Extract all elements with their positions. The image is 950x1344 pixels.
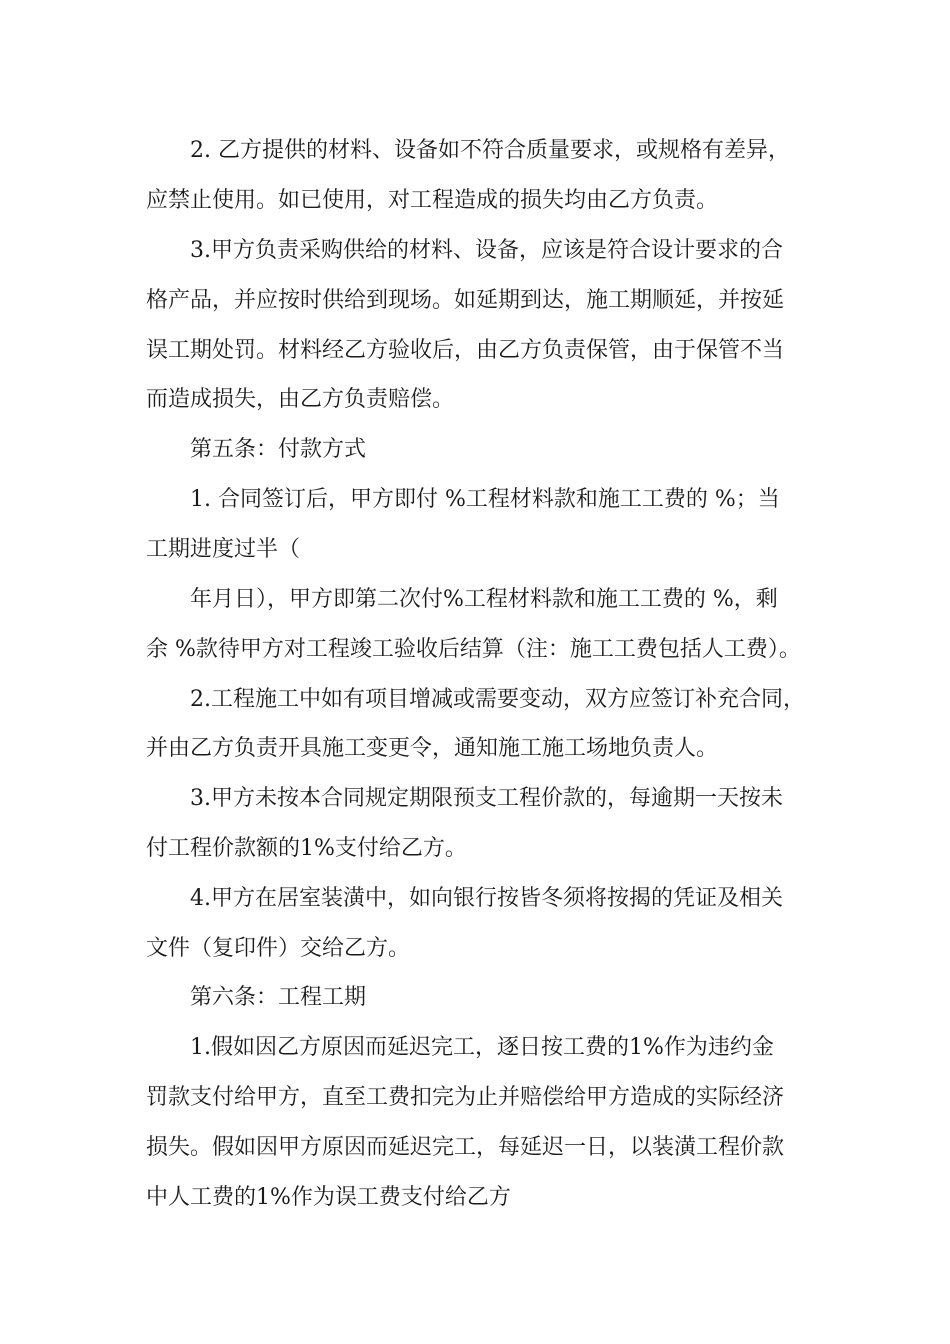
text-line: 付工程价款额的1%支付给乙方。 — [146, 836, 467, 861]
text-line: 2.工程施工中如有项目增减或需要变动，双方应签订补充合同， — [190, 687, 805, 712]
text-line: 4.甲方在居室装潢中，如向银行按皆冬须将按揭的凭证及相关 — [190, 886, 783, 911]
text-line: 罚款支付给甲方，直至工费扣完为止并赔偿给甲方造成的实际经济 — [146, 1085, 785, 1110]
section-heading: 第六条：工程工期 — [190, 985, 367, 1010]
text-line: 文件（复印件）交给乙方。 — [146, 936, 411, 961]
text-line: 余 %款待甲方对工程竣工验收后结算（注：施工工费包括人工费）。 — [146, 637, 801, 662]
text-line: 格产品，并应按时供给到现场。如延期到达，施工期顺延，并按延 — [146, 288, 785, 313]
text-line: 1. 合同签订后，甲方即付 %工程材料款和施工工费的 %；当 — [190, 487, 780, 512]
text-line: 并由乙方负责开具施工变更令，通知施工施工场地负责人。 — [146, 736, 719, 761]
text-line: 损失。假如因甲方原因而延迟完工，每延迟一日，以装潢工程价款 — [146, 1135, 785, 1160]
text-line: 而造成损失，由乙方负责赔偿。 — [146, 387, 455, 412]
text-line: 2. 乙方提供的材料、设备如不符合质量要求，或规格有差异， — [190, 138, 790, 163]
text-line: 应禁止使用。如已使用，对工程造成的损失均由乙方负责。 — [146, 188, 719, 213]
text-line: 3.甲方未按本合同规定期限预支工程价款的，每逾期一天按未 — [190, 786, 783, 811]
text-line: 误工期处罚。材料经乙方验收后，由乙方负责保管，由于保管不当 — [146, 338, 785, 363]
text-line: 工期进度过半（ — [146, 537, 301, 562]
text-line: 3.甲方负责采购供给的材料、设备，应该是符合设计要求的合 — [190, 238, 783, 263]
text-line: 中人工费的1%作为误工费支付给乙方 — [146, 1185, 511, 1210]
text-line: 年月日），甲方即第二次付%工程材料款和施工工费的 %，剩 — [190, 587, 778, 612]
text-line: 1.假如因乙方原因而延迟完工，逐日按工费的1%作为违约金 — [190, 1035, 774, 1060]
section-heading: 第五条：付款方式 — [190, 437, 367, 462]
